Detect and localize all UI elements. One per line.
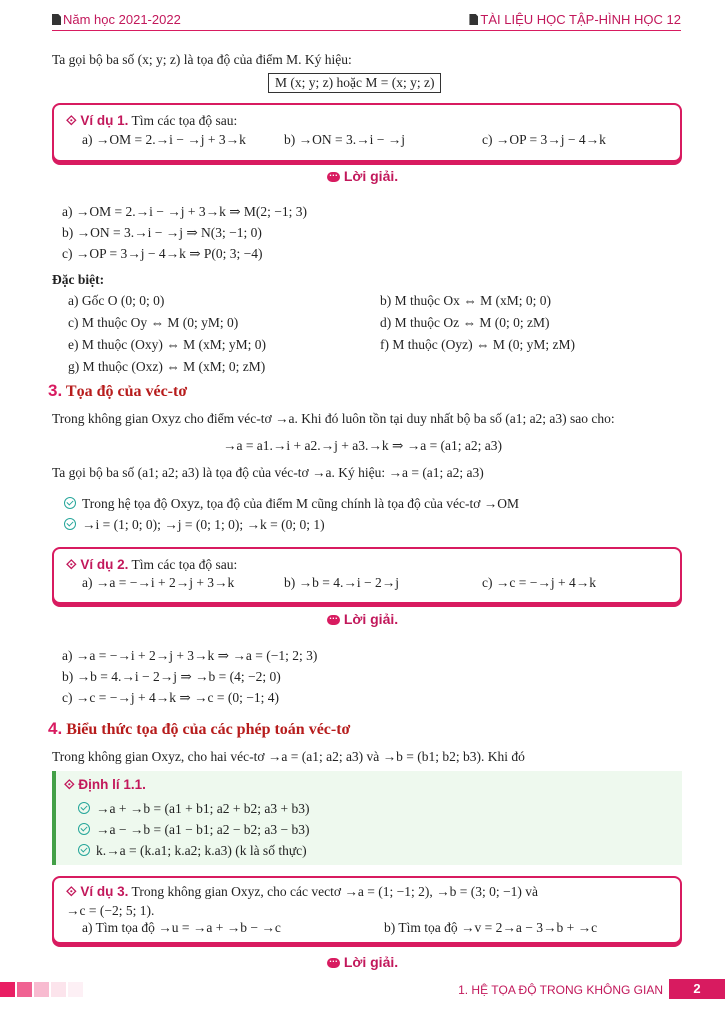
theorem-item-1 [78,801,310,817]
special-item-e: e) M thuộc (Oxy) ⇔ M (xM; yM; 0) [68,337,266,352]
section-3-bullet-1-text: Trong hệ tọa độ Oxyz, tọa độ của điểm M cũng chính là tọa độ của véc-tơ →OM [82,496,520,511]
solution-label-3-text: Lời giải. [343,954,399,970]
example-2-title-text: Ví dụ 2. [80,557,129,572]
example-1-item-c: c) →OP = 3→j − 4→k [482,132,606,147]
example-1-title: ⟐ Ví dụ 1. [66,113,129,128]
check-circle-icon [64,518,76,530]
solution-label-3 [0,954,725,970]
document-icon [52,14,61,25]
theorem-title [64,777,146,793]
check-circle-icon [78,823,90,835]
section-4-number: 4. [48,719,63,738]
section-4-paragraph: Trong không gian Oxyz, cho hai véc-tơ →a = (a1; a2; a3) và →b = (b1; b2; b3). Khi đó [52,749,525,764]
special-item-b: b) M thuộc Ox ⇔ M (xM; 0; 0) [380,293,551,308]
special-item-g: g) M thuộc (Oxz) ⇔ M (xM; 0; zM) [68,359,266,374]
section-3-paragraph-2: Ta gọi bộ ba số (a1; a2; a3) là tọa độ của véc-tơ →a. Ký hiệu: →a = (a1; a2; a3) [52,465,484,480]
example-1-title-text: Ví dụ 1. [80,113,129,128]
example-3-box [52,876,682,944]
section-3-bullet-2-text: →i = (1; 0; 0); →j = (0; 1; 0); →k = (0; 0; 1) [82,517,325,532]
example-2-box [52,547,682,604]
example-3-line-1: Trong không gian Oxyz, cho các vectơ →a = (1; −1; 2), →b = (3; 0; −1) và [131,884,538,899]
example-2-title: ⟐ Ví dụ 2. [66,557,129,572]
section-3-bullet-2 [64,517,325,533]
example-2-item-c: c) →c = −→j + 4→k [482,575,596,590]
document-icon [469,14,478,25]
example-2-header [66,557,237,573]
example-1-item-a: a) →OM = 2.→i − →j + 3→k [82,132,246,147]
solution-2-line-a: a) →a = −→i + 2→j + 3→k ⇒ →a = (−1; 2; 3) [62,648,318,663]
example-3-header [66,884,538,900]
page-header [52,12,681,31]
example-1-box [52,103,682,162]
example-3-item-a: a) Tìm tọa độ →u = →a + →b − →c [82,920,281,935]
example-1-header [66,113,237,129]
page-number: 2 [669,979,725,999]
example-3-line-2: →c = (−2; 5; 1). [66,903,155,918]
solution-1-line-a: a) →OM = 2.→i − →j + 3→k ⇒ M(2; −1; 3) [62,204,308,219]
special-item-f: f) M thuộc (Oyz) ⇔ M (0; yM; zM) [380,337,575,352]
solution-2-line-b: b) →b = 4.→i − 2→j ⇒ →b = (4; −2; 0) [62,669,281,684]
footer-square [17,982,32,997]
speech-bubble-icon [327,172,340,182]
footer-square [68,982,83,997]
special-item-d: d) M thuộc Oz ⇔ M (0; 0; zM) [380,315,550,330]
theorem-item-2-text: →a − →b = (a1 − b1; a2 − b2; a3 − b3) [96,822,310,837]
solution-label-1 [0,168,725,184]
check-circle-icon [78,802,90,814]
footer-square [34,982,49,997]
intro-line: Ta gọi bộ ba số (x; y; z) là tọa độ của điểm M. Ký hiệu: [52,52,352,67]
section-3-bullet-1 [64,496,519,512]
header-left-text: Năm học 2021-2022 [63,12,181,27]
example-2-prompt: Tìm các tọa độ sau: [131,557,238,572]
footer-square [51,982,66,997]
solution-label-2-text: Lời giải. [343,611,399,627]
special-item-a: a) Gốc O (0; 0; 0) [68,293,165,308]
section-4-heading [48,719,350,739]
theorem-title-text: Định lí 1.1. [78,777,146,792]
theorem-box [52,771,682,865]
example-3-item-b: b) Tìm tọa độ →v = 2→a − 3→b + →c [384,920,598,935]
header-right [469,12,681,27]
theorem-title-label: ⟐ Định lí 1.1. [64,777,146,792]
section-3-title: Tọa độ của véc-tơ [65,383,188,400]
theorem-item-1-text: →a + →b = (a1 + b1; a2 + b2; a3 + b3) [96,801,310,816]
section-3-number: 3. [48,381,63,400]
example-1-item-b: b) →ON = 3.→i − →j [284,132,405,147]
theorem-item-2 [78,822,310,838]
section-3-formula: →a = a1.→i + a2.→j + a3.→k ⇒ →a = (a1; a2; a3) [222,438,503,453]
theorem-item-3 [78,843,307,859]
solution-label-1-text: Lời giải. [343,168,399,184]
section-4-title: Biểu thức tọa độ của các phép toán véc-tơ [66,721,351,738]
example-2-item-b: b) →b = 4.→i − 2→j [284,575,399,590]
section-3-heading [48,381,187,401]
check-circle-icon [78,844,90,856]
header-right-text: TÀI LIỆU HỌC TẬP-HÌNH HỌC 12 [480,12,681,27]
solution-1-line-c: c) →OP = 3→j − 4→k ⇒ P(0; 3; −4) [62,246,263,261]
notation-box: M (x; y; z) hoặc M = (x; y; z) [268,73,441,93]
solution-2-line-c: c) →c = −→j + 4→k ⇒ →c = (0; −1; 4) [62,690,279,705]
theorem-item-3-text: k.→a = (k.a1; k.a2; k.a3) (k là số thực) [96,843,307,858]
example-1-prompt: Tìm các tọa độ sau: [131,113,238,128]
example-2-item-a: a) →a = −→i + 2→j + 3→k [82,575,235,590]
speech-bubble-icon [327,615,340,625]
example-3-title: ⟐ Ví dụ 3. [66,884,129,899]
header-left [52,12,181,27]
solution-1-line-b: b) →ON = 3.→i − →j ⇒ N(3; −1; 0) [62,225,262,240]
example-3-title-text: Ví dụ 3. [80,884,129,899]
footer-square [0,982,15,997]
speech-bubble-icon [327,958,340,968]
special-title: Đặc biệt: [52,272,105,287]
check-circle-icon [64,497,76,509]
section-3-paragraph-1: Trong không gian Oxyz cho điểm véc-tơ →a. Khi đó luôn tồn tại duy nhất bộ ba số (a1; a2; a3) sao cho: [52,411,615,426]
special-item-c: c) M thuộc Oy ⇔ M (0; yM; 0) [68,315,239,330]
footer-chapter: 1. HỆ TỌA ĐỘ TRONG KHÔNG GIAN [458,983,663,997]
solution-label-2 [0,611,725,627]
